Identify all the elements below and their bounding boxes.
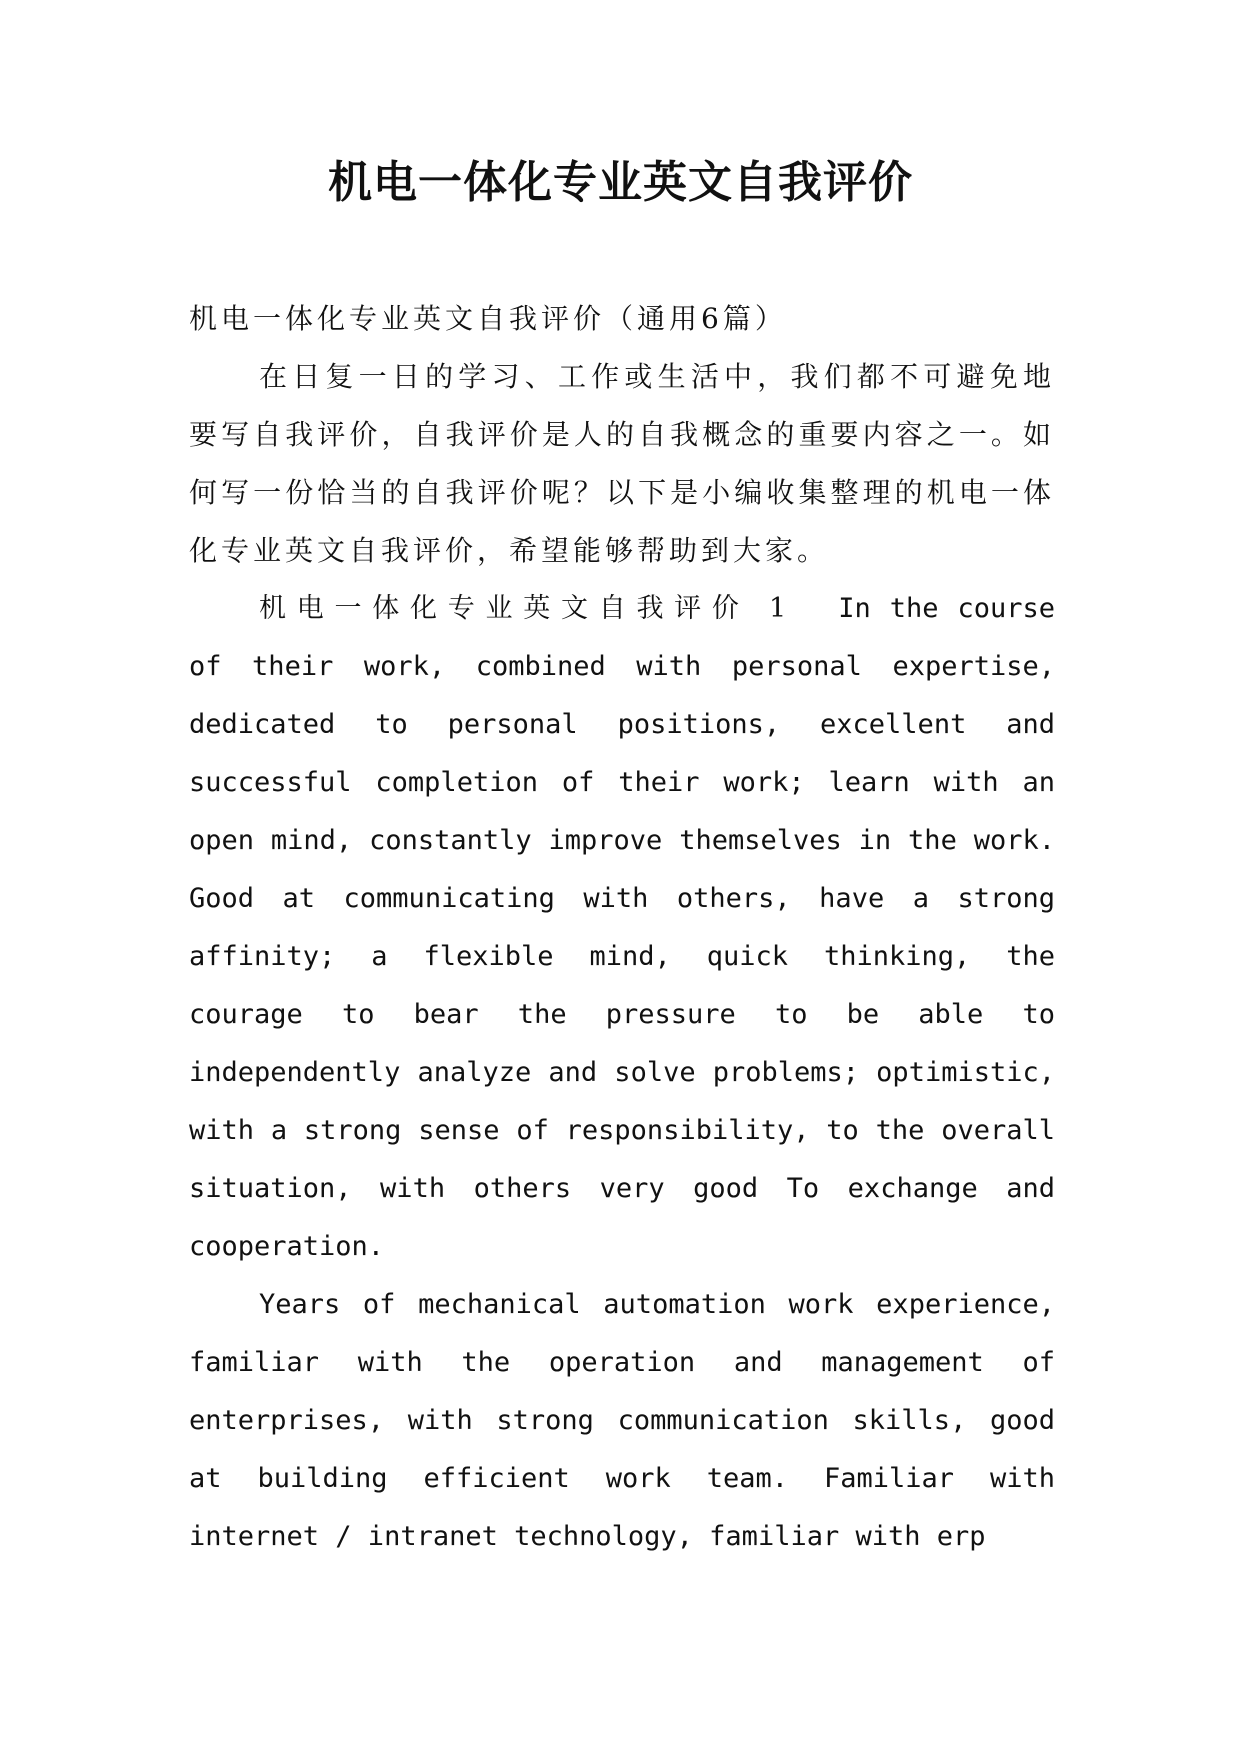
section-1-paragraph <box>189 580 1055 1276</box>
document-title: 机电一体化专业英文自我评价 <box>328 157 913 208</box>
document-body <box>189 290 1055 1566</box>
paragraph-2: Years of mechanical automation work experience, familiar with the operation and management of enterprises, with strong communication skills, good at building efficient work team. Familiar with internet / intranet technology, familiar with erp <box>189 1289 1055 1552</box>
section-1-text: In the course of their work, combined with personal expertise, dedicated to personal positions, excellent and successful completion of their work; learn with an open mind, constantly improve themselves in the work. Good at communicating with others, have a strong affinity; a flexible mind, quick thinking, the courage to bear the pressure to be able to independently analyze and solve problems; optimistic, with a strong sense of responsibility, to the overall situation, with others very good To exchange and cooperation. <box>189 593 1055 1262</box>
document-subtitle: 机电一体化专业英文自我评价（通用6篇） <box>189 302 787 335</box>
intro-paragraph: 在日复一日的学习、工作或生活中，我们都不可避免地要写自我评价，自我评价是人的自我概念的重要内容之一。如何写一份恰当的自我评价呢？以下是小编收集整理的机电一体化专业英文自我评价，希望能够帮助到大家。 <box>189 360 1055 567</box>
section-1-heading: 机电一体化专业英文自我评价 1 <box>259 593 795 624</box>
